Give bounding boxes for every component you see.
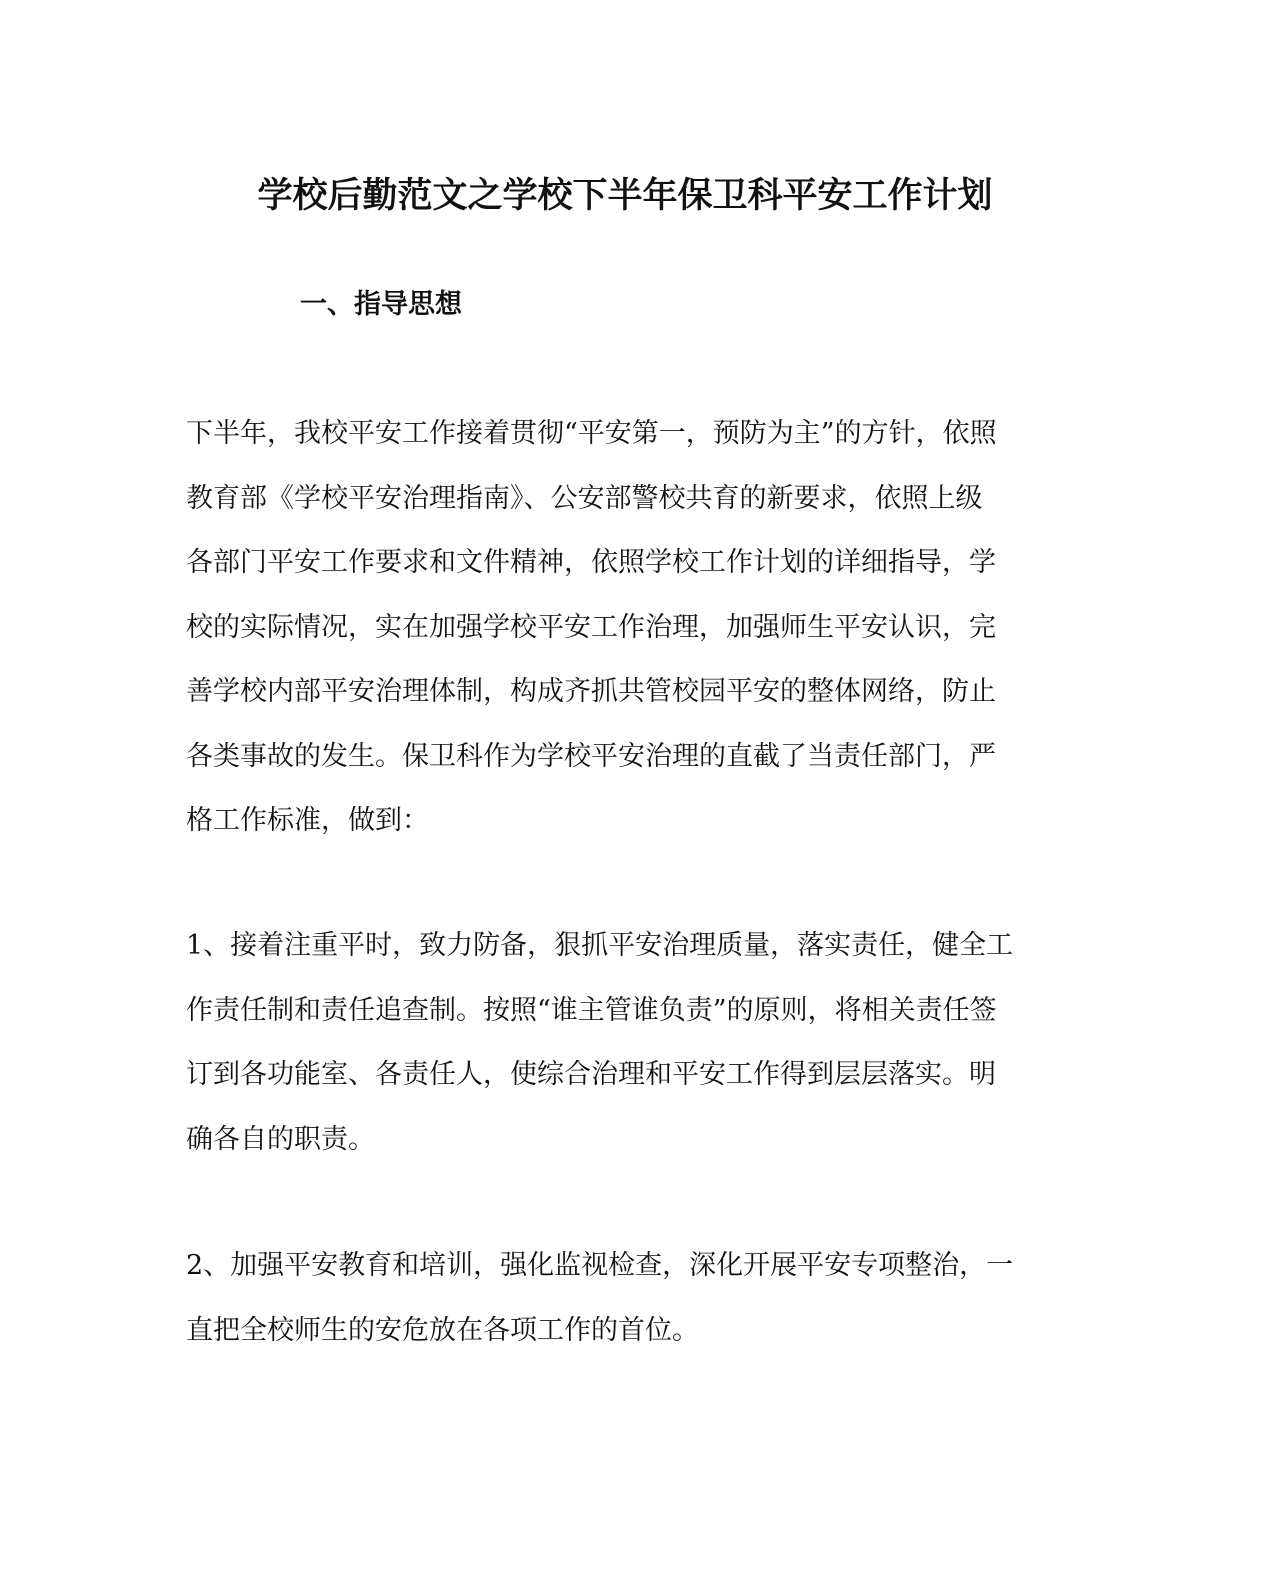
paragraph-line: 确各自的职责。 — [186, 1123, 375, 1155]
paragraph-line: 善学校内部平安治理体制，构成齐抓共管校园平安的整体网络，防止 — [186, 676, 996, 707]
paragraph-line: 校的实际情况，实在加强学校平安工作治理，加强师生平安认识，完 — [186, 611, 996, 643]
paragraph-line: 各部门平安工作要求和文件精神，依照学校工作计划的详细指导，学 — [186, 547, 996, 578]
paragraph-line: 各类事故的发生。保卫科作为学校平安治理的直截了当责任部门，严 — [186, 740, 996, 772]
document-title: 学校后勤范文之学校下半年保卫科平安工作计划 — [257, 175, 993, 216]
paragraph-line: 1、接着注重平时，致力防备，狠抓平安治理质量，落实责任，健全工 — [186, 930, 1014, 961]
paragraph-line: 下半年，我校平安工作接着贯彻“平安第一，预防为主”的方针，依照 — [186, 418, 997, 449]
paragraph-line: 2、加强平安教育和培训，强化监视检查，深化开展平安专项整治，一 — [186, 1250, 1014, 1281]
section-heading: 一、指导思想 — [300, 289, 462, 320]
paragraph-line: 教育部《学校平安治理指南》、公安部警校共育的新要求，依照上级 — [186, 482, 983, 514]
paragraph-item-2 — [186, 1234, 1066, 1363]
paragraph-line: 格工作标准，做到： — [186, 805, 429, 836]
paragraph-line: 订到各功能室、各责任人，使综合治理和平安工作得到层层落实。明 — [186, 1059, 996, 1090]
paragraph-line: 直把全校师生的安危放在各项工作的首位。 — [186, 1314, 699, 1346]
paragraph-line: 作责任制和责任追查制。按照“谁主管谁负责”的原则，将相关责任签 — [186, 994, 997, 1026]
paragraph-guiding-thought — [186, 402, 1066, 854]
paragraph-item-1 — [186, 914, 1066, 1172]
